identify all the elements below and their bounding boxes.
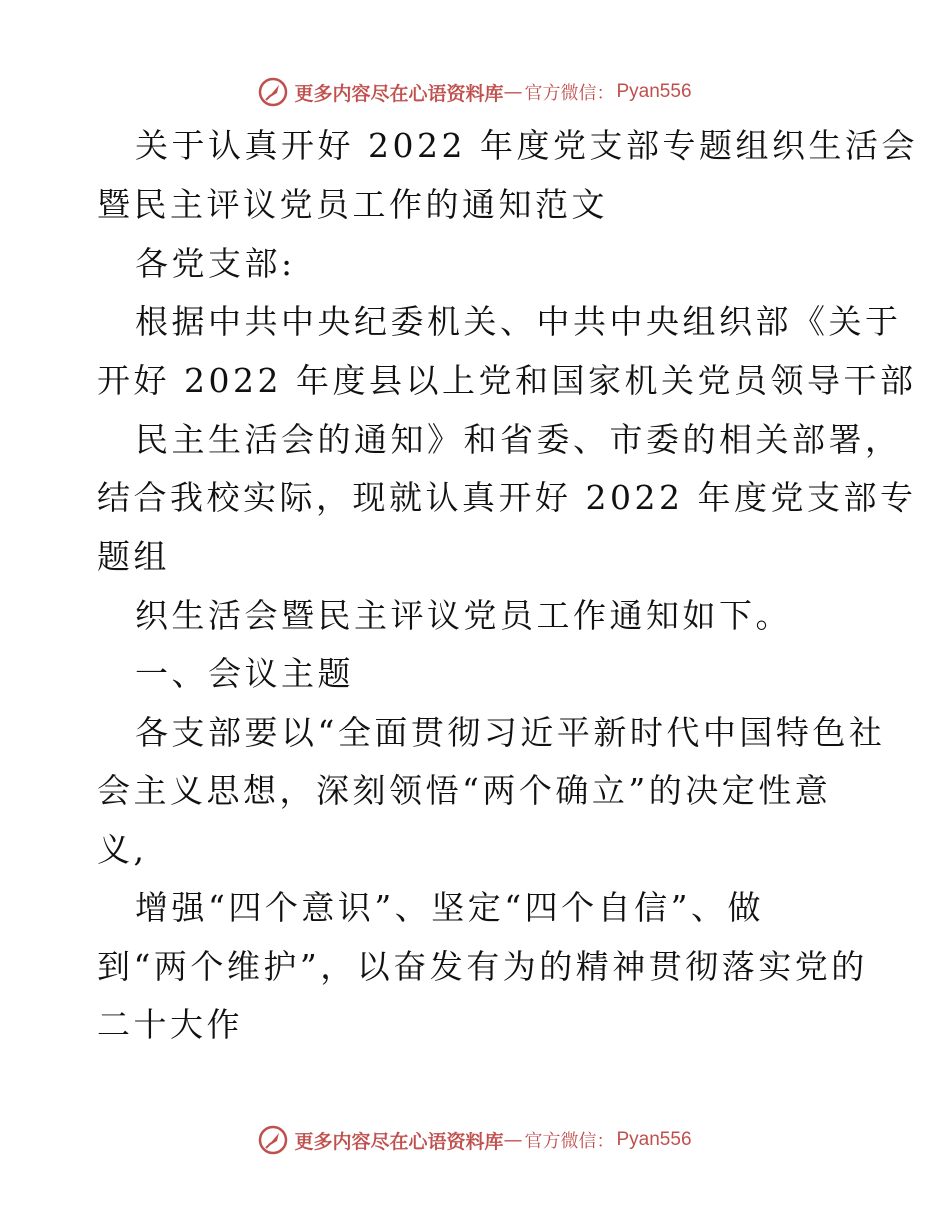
paragraph-line: 二十大作 <box>97 1005 243 1044</box>
watermark-main-text: 更多内容尽在心语资料库 <box>294 82 504 105</box>
paragraph-line: 各支部要以“全面贯彻习近平新时代中国特色社 <box>135 713 886 752</box>
watermark-wechat-id: Pyan556 <box>616 1129 692 1150</box>
watermark-label: 官方微信： <box>524 1131 615 1152</box>
paragraph-line: 根据中共中央纪委机关、中共中央组织部《关于 <box>135 302 902 341</box>
watermark-dash: — <box>503 1129 523 1151</box>
paragraph-line: 题组 <box>97 537 170 576</box>
watermark-wechat-id: Pyan556 <box>616 81 692 102</box>
paragraph-line: 增强“四个意识”、坚定“四个自信”、做 <box>135 888 764 927</box>
paragraph-line: 织生活会暨民主评议党员工作通知如下。 <box>135 596 792 635</box>
feather-logo-icon <box>258 77 288 107</box>
section-heading: 一、会议主题 <box>135 654 354 693</box>
watermark-dash: — <box>503 81 523 103</box>
paragraph-line: 开好 2022 年度县以上党和国家机关党员领导干部 <box>97 361 917 400</box>
watermark-main-text: 更多内容尽在心语资料库 <box>294 1130 504 1153</box>
title-line-2: 暨民主评议党员工作的通知范文 <box>97 185 608 224</box>
paragraph-line: 会主义思想，深刻领悟“两个确立”的决定性意 <box>97 771 832 810</box>
salutation: 各党支部: <box>135 244 296 283</box>
footer-watermark <box>0 1120 950 1160</box>
header-watermark <box>0 72 950 112</box>
paragraph-line: 到“两个维护”，以奋发有为的精神贯彻落实党的 <box>97 947 868 986</box>
watermark-label: 官方微信： <box>524 83 615 104</box>
paragraph-line: 结合我校实际，现就认真开好 2022 年度党支部专 <box>97 478 917 517</box>
paragraph-line: 民主生活会的通知》和省委、市委的相关部署， <box>135 420 902 459</box>
paragraph-line: 义, <box>97 830 148 869</box>
title-line-1: 关于认真开好 2022 年度党支部专题组织生活会 <box>135 126 918 165</box>
feather-logo-icon <box>258 1125 288 1155</box>
